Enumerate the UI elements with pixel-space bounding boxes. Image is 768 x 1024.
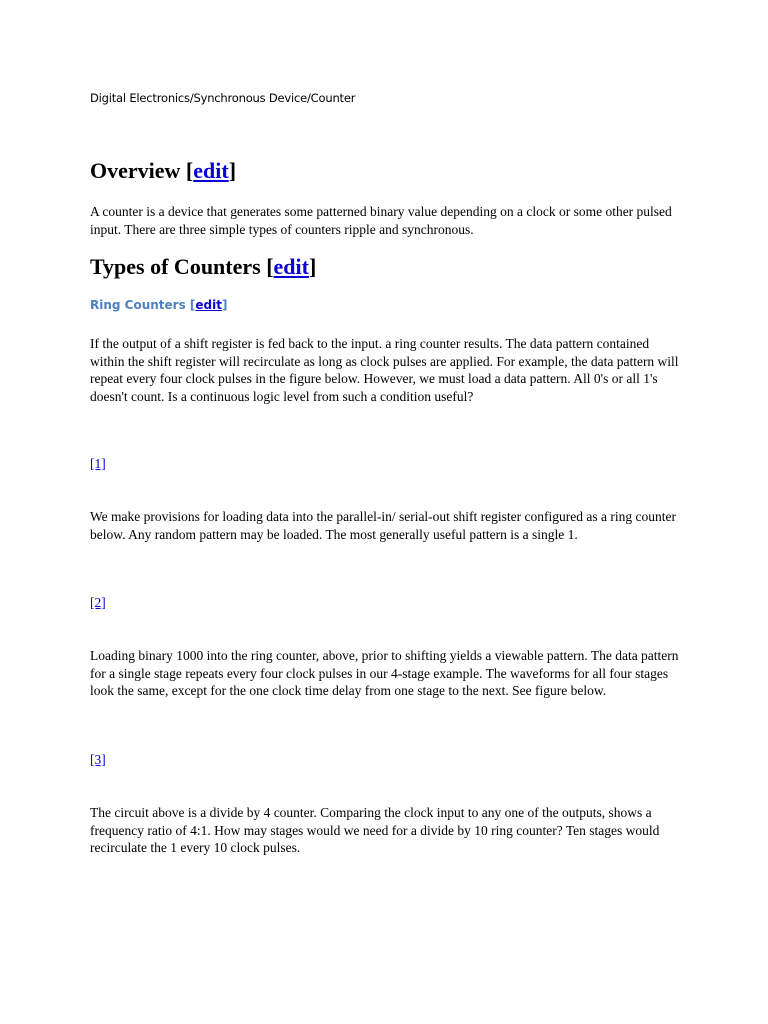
overview-heading: Overview [edit] <box>90 158 237 183</box>
ring-counters-edit-link[interactable]: edit <box>195 298 222 312</box>
ring-paragraph-2: We make provisions for loading data into the parallel-in/ serial-out shift register configured as a ring counter below. Any random pattern may be loaded. The most generally useful pattern is a single 1. <box>90 509 676 542</box>
figure-ref-3 <box>90 752 106 768</box>
overview-heading-text: Overview <box>90 158 181 183</box>
ring-counters-heading: Ring Counters [edit] <box>90 298 228 312</box>
ring-paragraph-4: The circuit above is a divide by 4 counter. Comparing the clock input to any one of the outputs, shows a frequency ratio of 4:1. How may stages would we need for a divide by 10 ring counter? Ten stages would recirculate the 1 every 10 clock pulses. <box>90 805 660 855</box>
figure-ref-3-link[interactable]: [3] <box>90 752 106 767</box>
types-edit-link[interactable]: edit <box>273 254 309 279</box>
ring-counters-heading-text: Ring Counters <box>90 298 186 312</box>
overview-edit-link[interactable]: edit <box>193 158 229 183</box>
figure-ref-1 <box>90 456 106 472</box>
types-heading-text: Types of Counters <box>90 254 261 279</box>
overview-paragraph: A counter is a device that generates some patterned binary value depending on a clock or some other pulsed input. There are three simple types of counters ripple and synchronous. <box>90 204 672 237</box>
figure-ref-2 <box>90 595 106 611</box>
breadcrumb: Digital Electronics/Synchronous Device/Counter <box>90 91 356 105</box>
figure-ref-1-link[interactable]: [1] <box>90 456 106 471</box>
types-heading: Types of Counters [edit] <box>90 254 317 279</box>
ring-paragraph-1: If the output of a shift register is fed back to the input. a ring counter results. The data pattern contained within the shift register will recirculate as long as clock pulses are applied. For example, the data pattern will repeat every four clock pulses in the figure below. However, we must load a data pattern. All 0's or all 1's doesn't count. Is a continuous logic level from such a condition useful? <box>90 336 679 404</box>
figure-ref-2-link[interactable]: [2] <box>90 595 106 610</box>
ring-paragraph-3: Loading binary 1000 into the ring counter, above, prior to shifting yields a viewable pattern. The data pattern for a single stage repeats every four clock pulses in our 4-stage example. The waveforms for all four stages look the same, except for the one clock time delay from one stage to the next. See figure below. <box>90 648 679 698</box>
